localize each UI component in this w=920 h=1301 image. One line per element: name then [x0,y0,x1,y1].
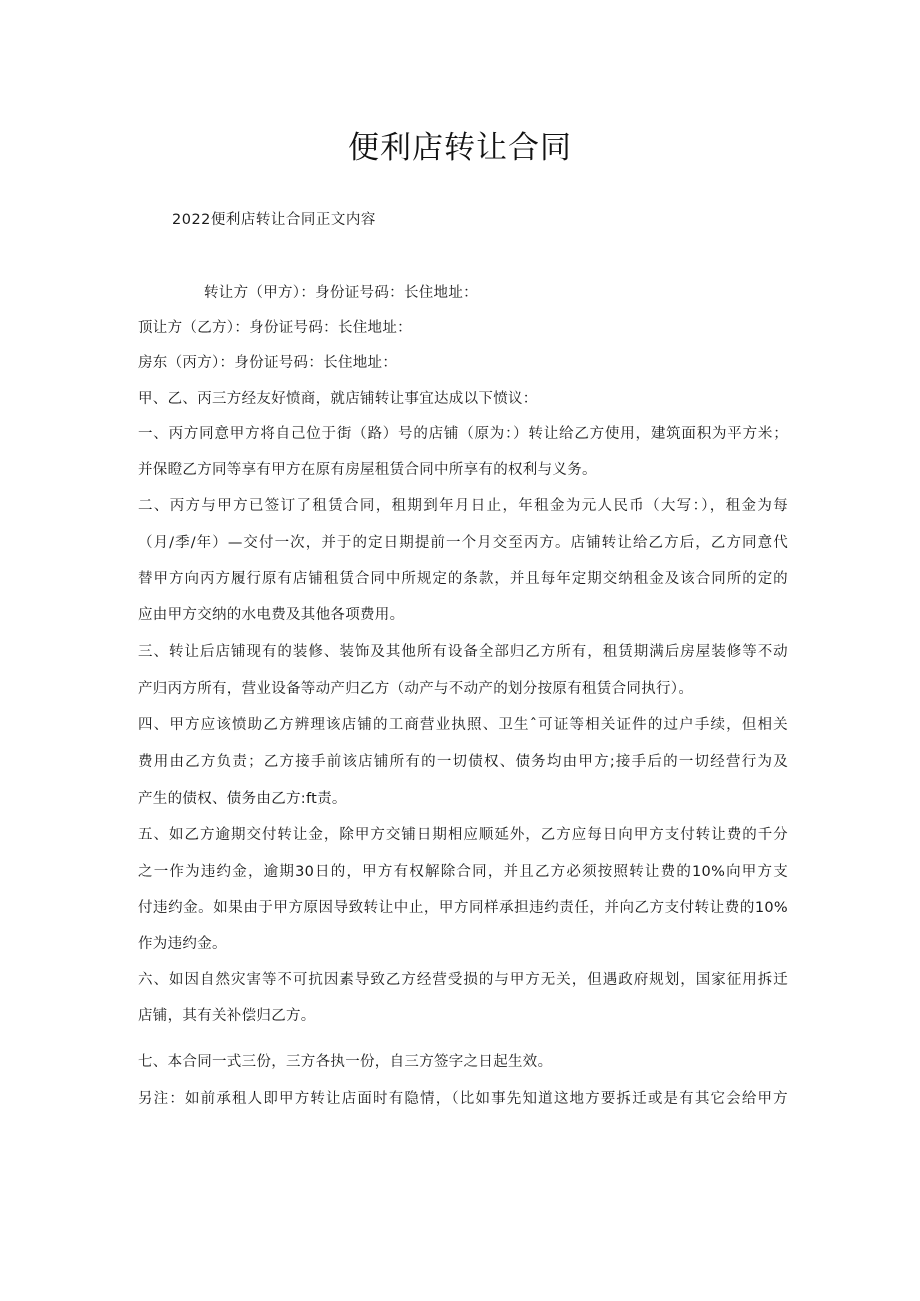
clause-1-line-1: 一、丙方同意甲方将自己位于街（路）号的店铺（原为：）转让给乙方使用，建筑面积为平方米； [138,426,788,442]
party-a-line: 转让方（甲方）：身份证号码：长住地址： [204,285,478,301]
clause-5-line-3: 付违约金。如果由于甲方原因导致转让中止，甲方同样承担违约责任，并向乙方支付转让费的10% [138,900,788,916]
clause-1-line-2: 并保瞪乙方同等享有甲方在原有房屋租赁合同中所享有的权利与义务。 [138,462,597,478]
clause-6-line-1: 六、如因自然灾害等不可抗因素导致乙方经营受损的与甲方无关，但遇政府规划，国家征用拆迁 [138,972,788,988]
party-b-line: 顶让方（乙方）：身份证号码：长住地址： [138,320,412,336]
clause-6-line-2: 店铺，其有关补偿归乙方。 [138,1008,316,1024]
clause-2-line-1: 二、丙方与甲方已签订了租赁合同，租期到年月日止，年租金为元人民币（大写：），租金为每 [138,498,788,514]
clause-2-line-2: （月/季/年）—交付一次，并于的定日期提前一个月交至丙方。店铺转让给乙方后，乙方同意代 [138,535,788,551]
clause-5-line-4: 作为违约金。 [138,936,227,952]
clause-3-line-2: 产归丙方所有，营业设备等动产归乙方（动产与不动产的划分按原有租赁合同执行）。 [138,681,694,697]
clause-2-line-3: 替甲方向丙方履行原有店铺租赁合同中所规定的条款，并且每年定期交纳租金及该合同所的定的 [138,571,788,587]
party-c-line: 房东（丙方）：身份证号码：长住地址： [138,355,398,371]
document-title: 便利店转让合同 [348,130,572,166]
clause-3-line-1: 三、转让后店铺现有的装修、装饰及其他所有设备全部归乙方所有，租赁期满后房屋装修等不动 [138,644,788,660]
clause-4-line-3: 产生的债权、债务由乙方:ft责。 [138,791,347,807]
clause-5-line-1: 五、如乙方逾期交付转让金，除甲方交铺日期相应顺延外，乙方应每日向甲方支付转让费的千分 [138,827,788,843]
note-line: 另注：如前承租人即甲方转让店面时有隐情，（比如事先知道这地方要拆迁或是有其它会给甲方 [138,1091,788,1107]
clause-4-line-2: 费用由乙方负责；乙方接手前该店铺所有的一切债权、债务均由甲方;接手后的一切经营行为及 [138,754,788,770]
clause-7-line: 七、本合同一式三份，三方各执一份，自三方签字之日起生效。 [138,1054,553,1070]
clause-5-line-2: 之一作为违约金，逾期30日的，甲方有权解除合同，并且乙方必须按照转让费的10%向甲方支 [138,864,788,880]
clause-4-line-1: 四、甲方应该愤助乙方辨理该店铺的工商营业执照、卫生ˆ可证等相关证件的过户手续，但相关 [138,717,788,733]
agreement-intro-line: 甲、乙、丙三方经友好愤商，就店铺转让事宜达成以下愤议： [138,391,538,407]
clause-2-line-4: 应由甲方交纳的水电费及其他各项费用。 [138,607,405,623]
document-subtitle: 2022便利店转让合同正文内容 [172,212,376,228]
